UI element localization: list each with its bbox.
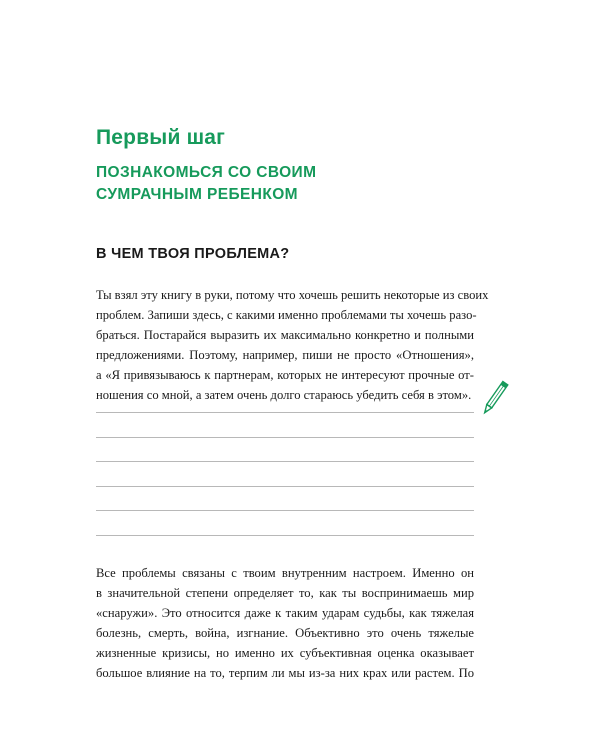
text-line: предложениями. Поэтому, например, пиши не просто «Отношения», bbox=[96, 348, 474, 362]
text-line: жизненные кризисы, но именно их субъективная оценка оказывает bbox=[96, 646, 474, 660]
text-line: а «Я привязываюсь к партнерам, которых не интересуют прочные от- bbox=[96, 368, 474, 382]
pencil-icon bbox=[480, 378, 510, 418]
intro-paragraph bbox=[96, 285, 489, 405]
writing-line[interactable] bbox=[96, 486, 474, 487]
section-heading: В ЧЕМ ТВОЯ ПРОБЛЕМА? bbox=[96, 246, 290, 262]
subtitle-line: ПОЗНАКОМЬСЯ СО СВОИМ bbox=[96, 164, 317, 181]
writing-lines[interactable] bbox=[96, 412, 474, 560]
text-line: ношения со мной, а затем очень долго стараюсь убедить себя в этом». bbox=[96, 388, 472, 402]
text-line: большое влияние на то, терпим ли мы из-за них крах или растем. По bbox=[96, 666, 474, 680]
text-line: Ты взял эту книгу в руки, потому что хочешь решить некоторые из своих bbox=[96, 288, 489, 302]
writing-line[interactable] bbox=[96, 510, 474, 511]
body-paragraph bbox=[96, 563, 474, 683]
text-line: проблем. Запиши здесь, с какими именно проблемами ты хочешь разо- bbox=[96, 308, 477, 322]
text-line: в значительной степени определяет то, как ты воспринимаешь мир bbox=[96, 586, 474, 600]
writing-line[interactable] bbox=[96, 461, 474, 462]
step-title: Первый шаг bbox=[96, 126, 226, 149]
text-line: «снаружи». Это относится даже к таким ударам судьбы, как тяжелая bbox=[96, 606, 474, 620]
step-subtitle bbox=[96, 162, 416, 206]
writing-line[interactable] bbox=[96, 437, 474, 438]
subtitle-line: СУМРАЧНЫМ РЕБЕНКОМ bbox=[96, 186, 298, 203]
text-line: болезнь, смерть, война, изгнание. Объективно это очень тяжелые bbox=[96, 626, 474, 640]
writing-line[interactable] bbox=[96, 535, 474, 536]
text-line: браться. Постарайся выразить их максимально конкретно и полными bbox=[96, 328, 474, 342]
text-line: Все проблемы связаны с твоим внутренним настроем. Именно он bbox=[96, 566, 474, 580]
writing-line[interactable] bbox=[96, 412, 474, 413]
